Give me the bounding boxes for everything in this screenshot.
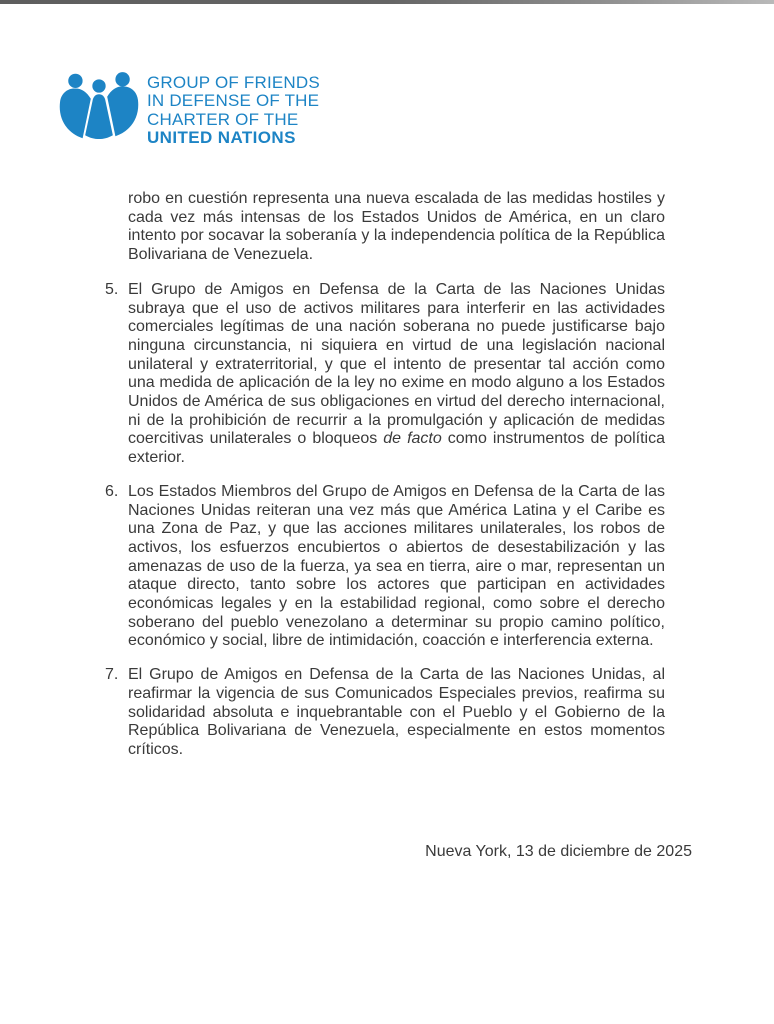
logo — [58, 72, 320, 147]
item-number: 6. — [105, 482, 119, 500]
numbered-paragraph — [105, 281, 665, 468]
item-text: El Grupo de Amigos en Defensa de la Carta de las Naciones Unidas, al reafirmar la vigencia de sus Comunicados Especiales previos, reafirma su solidaridad absoluta e inquebrantable con el Pueblo y el Gobierno de la República Bolivariana de Venezuela, especialmente en estos momentos críticos. — [128, 666, 665, 758]
logo-line-2: IN DEFENSE OF THE — [147, 91, 320, 111]
paragraph-intro: robo en cuestión representa una nueva escalada de las medidas hostiles y cada vez más intensas de los Estados Unidos de América, en un claro intento por socavar la soberanía y la independencia política de la República Bolivariana de Venezuela. — [128, 190, 665, 264]
scan-edge-artifact — [0, 0, 774, 4]
items-list — [105, 281, 665, 760]
logo-line-1: GROUP OF FRIENDS — [147, 73, 320, 92]
logo-text — [147, 74, 320, 147]
item-text: Los Estados Miembros del Grupo de Amigos en Defensa de la Carta de las Naciones Unidas reiteran una vez más que América Latina y el Caribe es una Zona de Paz, y que las acciones militares unilaterales, los robos de activos, los esfuerzos encubiertos o abiertos de desestabilización y las amenazas de uso de la fuerza, ya sea en tierra, aire o mar, representan un ataque directo, tanto sobre los actores que participan en actividades económicas legales y en la estabilidad regional, como sobre el derecho soberano del pueblo venezolano a determinar su propio camino político, económico y social, libre de intimidación, coacción e interferencia externa. — [128, 482, 665, 650]
logo-line-4: UNITED NATIONS — [147, 127, 296, 147]
item-text: El Grupo de Amigos en Defensa de la Carta de las Naciones Unidas subraya que el uso de activos militares para interferir en las actividades comerciales legítimas de una nación soberana no puede justificarse bajo ninguna circunstancia, ni siquiera en virtud de una legislación nacional unilateral y extraterritorial, y que el intento de presentar tal acción como una medida de aplicación de la ley no exime en modo alguno a los Estados Unidos de América de sus obligaciones en virtud del derecho internacional, ni de la prohibición de recurrir a la promulgación y aplicación de medidas coercitivas unilaterales o bloqueos de facto como instrumentos de política exterior. — [128, 280, 666, 467]
document-body — [105, 190, 665, 775]
logo-line-3: CHARTER OF THE — [147, 109, 299, 129]
numbered-paragraph — [105, 483, 665, 651]
three-figures-icon — [58, 72, 140, 142]
dateline: Nueva York, 13 de diciembre de 2025 — [425, 843, 692, 860]
numbered-paragraph — [105, 666, 665, 760]
item-number: 5. — [105, 280, 119, 298]
item-number: 7. — [105, 666, 119, 684]
